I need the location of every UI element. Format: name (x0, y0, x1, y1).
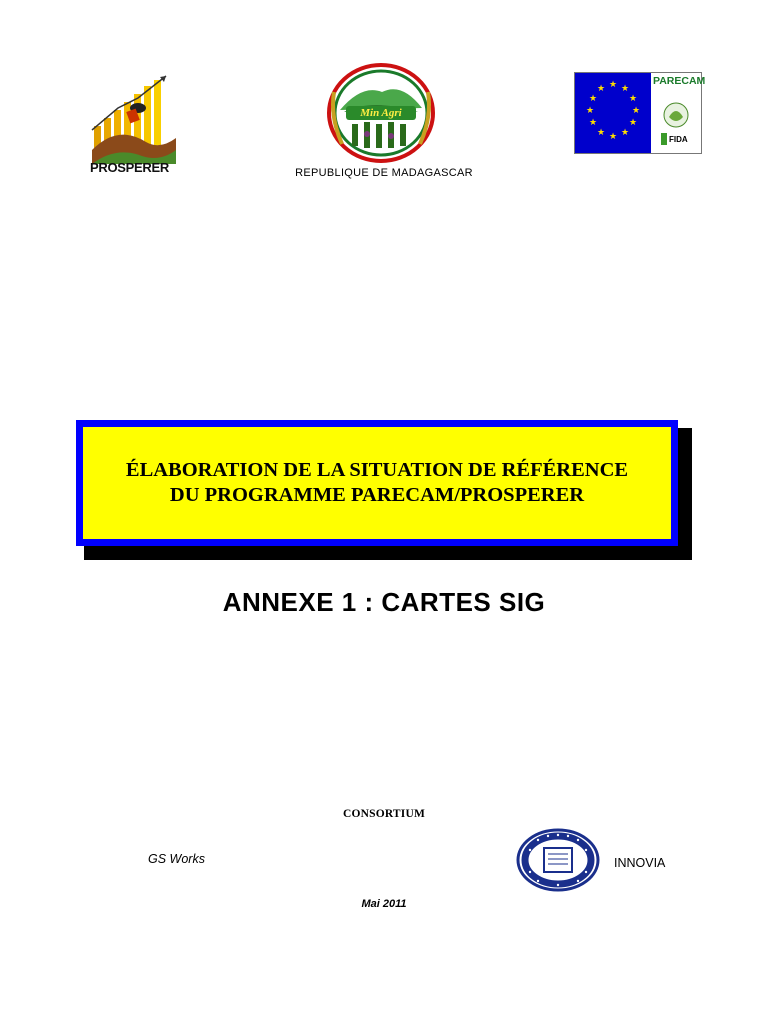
min-agri-logo-text: Min Agri (360, 107, 402, 119)
svg-text:★: ★ (629, 94, 638, 104)
svg-text:★: ★ (597, 128, 606, 138)
svg-text:★: ★ (621, 84, 630, 94)
consortium-label: CONSORTIUM (342, 808, 426, 820)
annex-title: ANNEXE 1 : CARTES SIG (222, 587, 546, 617)
svg-text:★: ★ (586, 106, 595, 116)
title-box (83, 427, 671, 539)
innovia-seal-logo (516, 828, 600, 892)
prosperer-logo (88, 68, 178, 178)
republic-label: REPUBLIQUE DE MADAGASCAR (295, 167, 473, 179)
min-agri-logo (322, 62, 440, 164)
title-line-1: ÉLABORATION DE LA SITUATION DE RÉFÉRENCE (125, 459, 629, 481)
svg-text:★: ★ (632, 106, 641, 116)
svg-text:★: ★ (589, 94, 598, 104)
svg-text:★: ★ (621, 128, 630, 138)
svg-text:★: ★ (609, 80, 618, 90)
gs-works-label: GS Works (148, 852, 205, 866)
date-label: Mai 2011 (361, 898, 407, 910)
parecam-logo (574, 72, 706, 154)
parecam-logo-text: PARECAM (653, 75, 706, 87)
svg-text:★: ★ (629, 118, 638, 128)
innovia-label: INNOVIA (614, 856, 666, 870)
svg-text:★: ★ (597, 84, 606, 94)
fida-logo-text: FIDA (669, 135, 688, 144)
title-line-2: DU PROGRAMME PARECAM/PROSPERER (169, 484, 585, 506)
prosperer-logo-text: PROSPERER (90, 160, 169, 175)
svg-text:★: ★ (589, 118, 598, 128)
svg-text:★: ★ (609, 132, 618, 142)
